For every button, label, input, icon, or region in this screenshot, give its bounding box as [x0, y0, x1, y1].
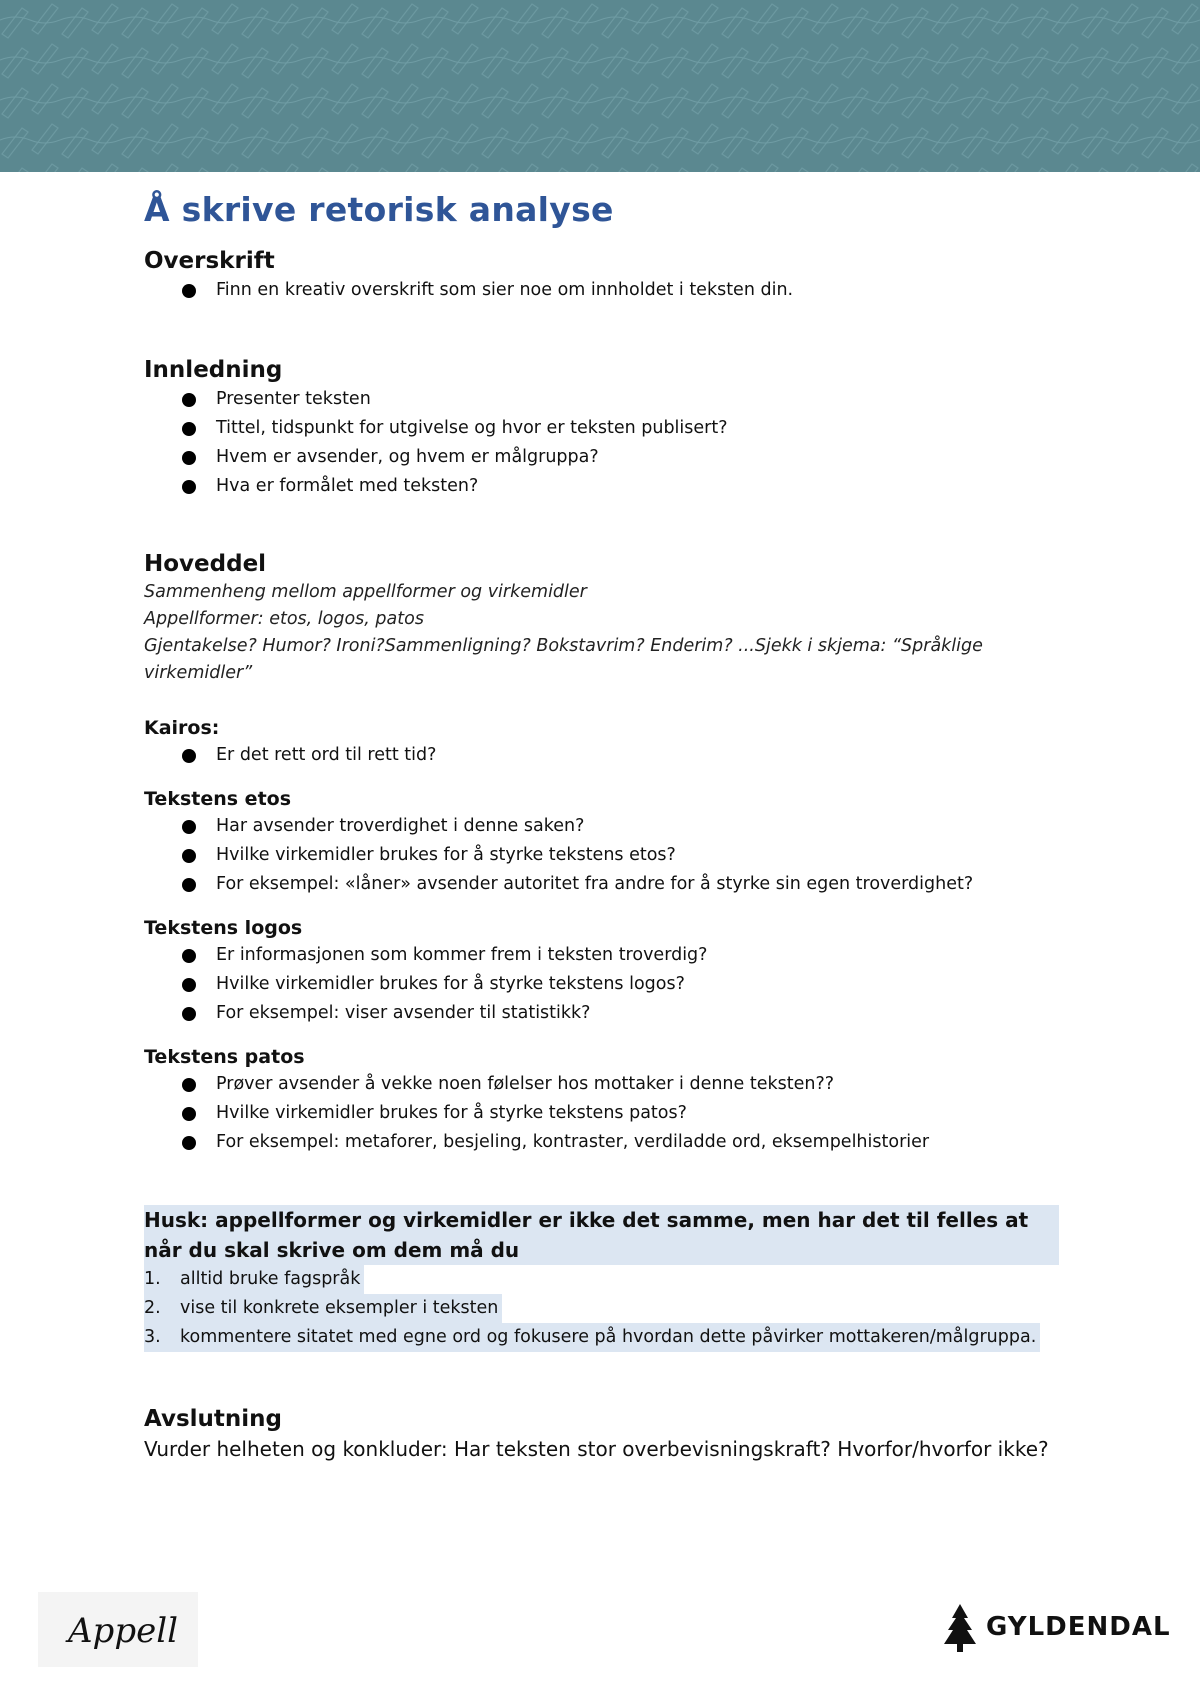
- list-item: Er informasjonen som kommer frem i teksten troverdig?: [182, 941, 1064, 970]
- subsection-heading: Kairos:: [144, 717, 220, 739]
- list-text: alltid bruke fagspråk: [180, 1269, 361, 1289]
- section-avslutning: [144, 1404, 1064, 1464]
- list-item: Hva er formålet med teksten?: [182, 472, 1064, 501]
- subsection-heading: Tekstens logos: [144, 917, 303, 939]
- subsection-heading: Tekstens etos: [144, 788, 292, 810]
- section-innledning: [144, 355, 1064, 501]
- list-item: Prøver avsender å vekke noen følelser hos mottaker i denne teksten??: [182, 1070, 1064, 1099]
- section-overskrift: [144, 246, 1064, 305]
- section-heading: Hoveddel: [144, 551, 267, 577]
- list-item: [144, 1294, 502, 1323]
- list-item: Hvilke virkemidler brukes for å styrke tekstens logos?: [182, 970, 1064, 999]
- hoveddel-line: Gjentakelse? Humor? Ironi?Sammenligning? Bokstavrim? Enderim? ...Sjekk i skjema: “Språklige virkemidler”: [144, 636, 983, 683]
- list-text: kommentere sitatet med egne ord og fokusere på hvordan dette påvirker mottakeren/målgruppa.: [180, 1327, 1037, 1347]
- section-etos: [144, 786, 1064, 899]
- section-hoveddel: [144, 549, 1064, 687]
- list-item: Finn en kreativ overskrift som sier noe om innholdet i teksten din.: [182, 276, 1064, 305]
- list-item: Hvilke virkemidler brukes for å styrke tekstens etos?: [182, 841, 1064, 870]
- list-item: For eksempel: viser avsender til statistikk?: [182, 999, 1064, 1028]
- appell-logo-text: Appell: [68, 1611, 178, 1651]
- list-number: 1.: [144, 1269, 161, 1289]
- section-heading: Overskrift: [144, 248, 275, 274]
- husk-text: Husk: appellformer og virkemidler er ikke det samme, men har det til felles at når du skal skrive om dem må du: [144, 1205, 1059, 1265]
- list-item: Har avsender troverdighet i denne saken?: [182, 812, 1064, 841]
- document-title: Å skrive retorisk analyse: [144, 190, 614, 229]
- list-item: For eksempel: «låner» avsender autoritet fra andre for å styrke sin egen troverdighet?: [182, 870, 1064, 899]
- gyldendal-wordmark: GYLDENDAL: [986, 1612, 1171, 1642]
- list-item: For eksempel: metaforer, besjeling, kontraster, verdiladde ord, eksempelhistorier: [182, 1128, 1064, 1157]
- list-item: Tittel, tidspunkt for utgivelse og hvor er teksten publisert?: [182, 414, 1064, 443]
- appell-wordmark: [38, 1592, 198, 1667]
- section-logos: [144, 915, 1064, 1028]
- bullet-list: [144, 941, 1064, 1028]
- bullet-list: [144, 385, 1064, 501]
- subsection-heading: Tekstens patos: [144, 1046, 305, 1068]
- list-item: [144, 1265, 364, 1294]
- document-body: [144, 188, 1064, 1464]
- section-heading: Innledning: [144, 357, 283, 383]
- bullet-list: [144, 741, 1064, 770]
- section-heading: Avslutning: [144, 1406, 283, 1432]
- list-number: 2.: [144, 1298, 161, 1318]
- list-item: Hvem er avsender, og hvem er målgruppa?: [182, 443, 1064, 472]
- husk-numbered-list: [144, 1265, 1064, 1352]
- list-item: [144, 1323, 1040, 1352]
- bullet-list: [144, 276, 1064, 305]
- avslutning-text: Vurder helheten og konkluder: Har teksten stor overbevisningskraft? Hvorfor/hvorfor ikke?: [144, 1437, 1049, 1461]
- list-item: Presenter teksten: [182, 385, 1064, 414]
- list-item: Er det rett ord til rett tid?: [182, 741, 1064, 770]
- banner-pattern: [0, 0, 1200, 172]
- hoveddel-line: Appellformer: etos, logos, patos: [144, 609, 424, 629]
- bullet-list: [144, 812, 1064, 899]
- header-banner: [0, 0, 1200, 172]
- list-text: vise til konkrete eksempler i teksten: [180, 1298, 499, 1318]
- section-kairos: [144, 715, 1064, 770]
- bullet-list: [144, 1070, 1064, 1157]
- section-patos: [144, 1044, 1064, 1157]
- list-item: Hvilke virkemidler brukes for å styrke tekstens patos?: [182, 1099, 1064, 1128]
- tree-icon: [938, 1602, 982, 1654]
- list-number: 3.: [144, 1327, 161, 1347]
- husk-callout: [144, 1205, 1064, 1352]
- hoveddel-line: Sammenheng mellom appellformer og virkemidler: [144, 582, 587, 602]
- appell-logo: [38, 1592, 198, 1667]
- gyldendal-logo: [938, 1602, 1171, 1654]
